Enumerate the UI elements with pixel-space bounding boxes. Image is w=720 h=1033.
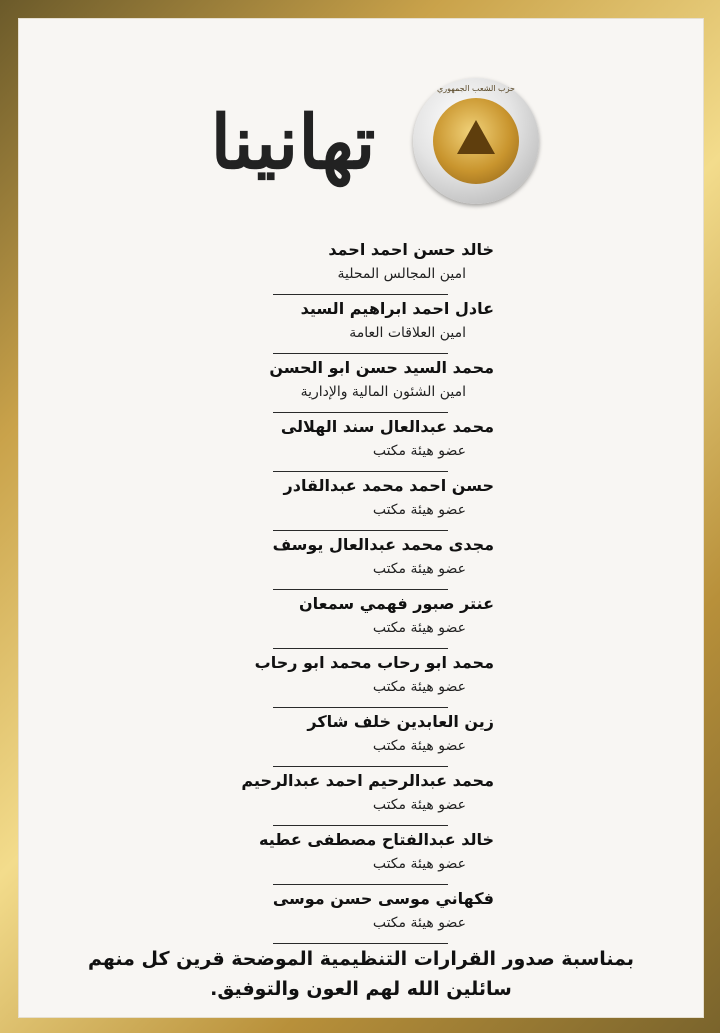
header	[18, 78, 704, 228]
list-item	[18, 240, 704, 299]
member-name: حسن احمد محمد عبدالقادر	[283, 476, 494, 495]
member-name: عادل احمد ابراهيم السيد	[300, 299, 494, 318]
pyramid-icon	[457, 120, 495, 154]
divider	[273, 884, 448, 885]
member-name: زين العابدين خلف شاكر	[307, 712, 494, 731]
member-name: خالد حسن احمد احمد	[328, 240, 494, 259]
member-role: امين العلاقات العامة	[349, 325, 466, 341]
member-role: عضو هيئة مكتب	[372, 915, 466, 931]
member-role: عضو هيئة مكتب	[372, 738, 466, 754]
divider	[273, 353, 448, 354]
member-role: عضو هيئة مكتب	[372, 797, 466, 813]
divider	[273, 589, 448, 590]
divider	[273, 648, 448, 649]
page-title: تهانينا	[210, 100, 376, 186]
party-logo	[413, 78, 539, 204]
divider	[273, 825, 448, 826]
member-name: محمد عبدالرحيم احمد عبدالرحيم	[241, 771, 494, 790]
member-name: محمد عبدالعال سند الهلالى	[280, 417, 494, 436]
member-name: خالد عبدالفتاح مصطفى عطيه	[259, 830, 494, 849]
member-role: عضو هيئة مكتب	[372, 561, 466, 577]
list-item	[18, 889, 704, 948]
footer-message	[18, 944, 704, 1004]
footer-line-1: بمناسبة صدور القرارات التنظيمية الموضحة قرين كل منهم	[87, 948, 635, 970]
member-name: محمد ابو رحاب محمد ابو رحاب	[254, 653, 494, 672]
member-role: عضو هيئة مكتب	[372, 443, 466, 459]
members-list	[18, 240, 704, 948]
member-name: فكهاني موسى حسن موسى	[272, 889, 494, 908]
member-role: عضو هيئة مكتب	[372, 502, 466, 518]
list-item	[18, 417, 704, 476]
divider	[273, 294, 448, 295]
logo-emblem	[433, 98, 519, 184]
member-role: امين المجالس المحلية	[337, 266, 466, 282]
member-role: عضو هيئة مكتب	[372, 679, 466, 695]
member-role: امين الشئون المالية والإدارية	[300, 384, 466, 400]
list-item	[18, 712, 704, 771]
logo-text: حزب الشعب الجمهوري	[437, 84, 515, 93]
divider	[273, 471, 448, 472]
list-item	[18, 771, 704, 830]
list-item	[18, 358, 704, 417]
list-item	[18, 535, 704, 594]
divider	[273, 707, 448, 708]
member-name: محمد السيد حسن ابو الحسن	[269, 358, 494, 377]
congratulations-card	[18, 18, 704, 1018]
member-name: عنتر صبور فهمي سمعان	[299, 594, 494, 613]
footer-line-2: سائلين الله لهم العون والتوفيق.	[210, 978, 512, 1000]
divider	[273, 530, 448, 531]
list-item	[18, 476, 704, 535]
list-item	[18, 299, 704, 358]
member-name: مجدى محمد عبدالعال يوسف	[272, 535, 494, 554]
list-item	[18, 830, 704, 889]
divider	[273, 412, 448, 413]
member-role: عضو هيئة مكتب	[372, 856, 466, 872]
list-item	[18, 594, 704, 653]
divider	[273, 766, 448, 767]
member-role: عضو هيئة مكتب	[372, 620, 466, 636]
list-item	[18, 653, 704, 712]
